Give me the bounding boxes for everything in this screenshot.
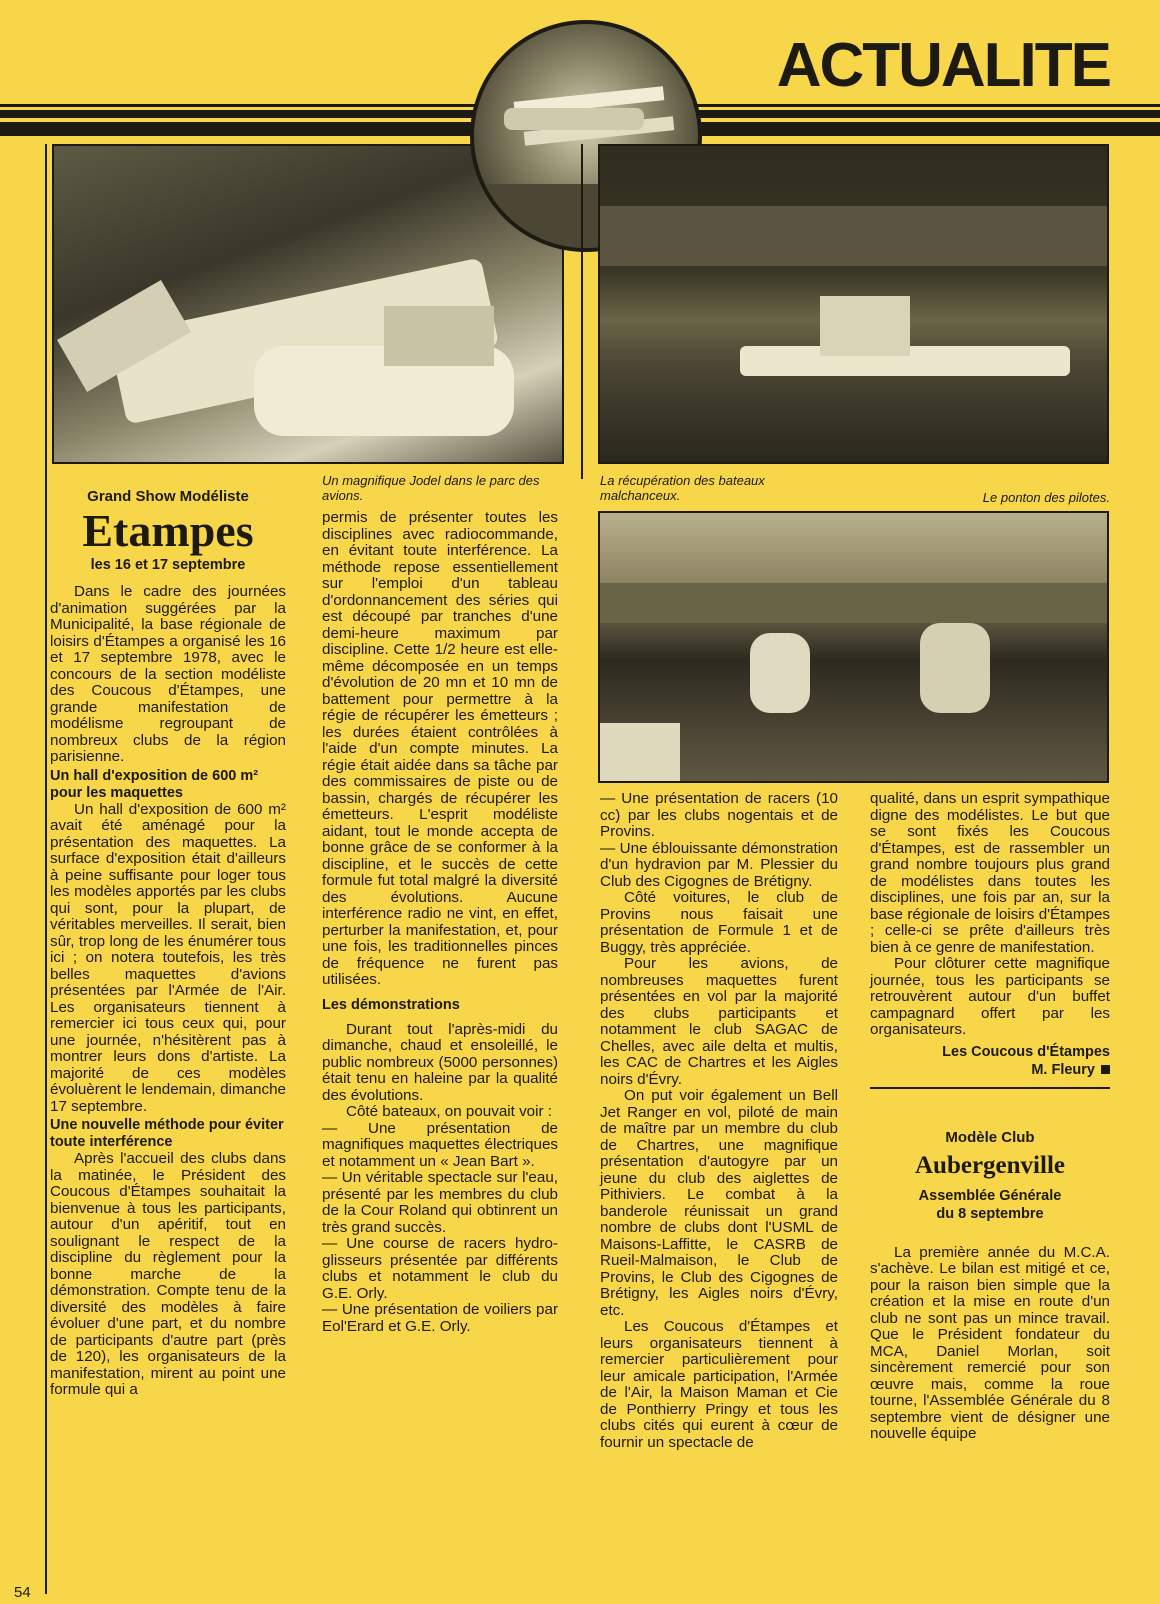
paragraph: On put voir également un Bell Jet Ranger en vol, piloté de main de maître par un membre du club de Chartres, une magnifique présentation d'autogyre par un jeune du club des aiglettes de Pithiviers. Le combat à la banderole réunissait un grand nombre de clubs dont l'USML de Maisons-Laffitte, le CASRB de Rueil-Malmaison, le Club de Provins, le Club des Cigognes de Brétigny, les Aigles noirs d'Évry, etc. (600, 1087, 838, 1319)
article-etampes-col-2 (322, 510, 558, 1335)
section-heading: Les démonstrations (322, 996, 460, 1013)
article-title: Etampes (82, 505, 254, 556)
article-subtitle: Assemblée Générale (918, 1187, 1062, 1204)
caption-photo-1: Un magnifique Jodel dans le parc des avions. (322, 473, 540, 503)
end-of-article-mark (1101, 1065, 1110, 1074)
caption-photo-2: La récupération des bateaux malchanceux. (600, 473, 765, 503)
article-title: Aubergenville (915, 1151, 1065, 1179)
column-rule-left (45, 144, 47, 1594)
photo-pilot-pontoon (598, 511, 1109, 783)
list-item: — Une présentation de racers (10 cc) par les clubs nogentais et de Provins. (600, 790, 838, 840)
paragraph: Pour clôturer cette magnifique journée, tous les participants se retrouvèrent autour d'un buffet campagnard offert par les organisateurs. (870, 955, 1110, 1038)
signature-author: M. Fleury (1031, 1061, 1095, 1078)
list-item: — Une présentation de magnifiques maquettes électriques et notamment un « Jean Bart ». (322, 1119, 558, 1170)
article-kicker: Modèle Club (945, 1128, 1035, 1146)
section-title: ACTUALITE (776, 31, 1110, 100)
list-item: — Une course de racers hydro-glisseurs présentée par différents clubs et notamment le club du G.E. Orly. (322, 1235, 558, 1302)
signature-author-line (870, 1061, 1110, 1079)
signature-club: Les Coucous d'Étampes (942, 1043, 1110, 1060)
article-etampes-col-4 (870, 791, 1110, 1443)
section-heading: Un hall d'exposition de 600 m² pour les maquettes (50, 767, 259, 801)
page-number: 54 (14, 1584, 31, 1601)
list-item: — Une présentation de voiliers par Eol'Erard et G.E. Orly. (322, 1301, 558, 1335)
paragraph: Dans le cadre des journées d'animation suggérées par la Municipalité, la base régionale de loisirs d'Étampes a organisé les 16 et 17 septembre 1978, avec le concours de la section modéliste des Coucous d'Étampes, une grande manifestation de modélisme regroupant de nombreux clubs de la région parisienne. (50, 583, 286, 765)
column-rule-middle (581, 144, 583, 479)
article-separator (870, 1087, 1110, 1089)
paragraph: Côté voitures, le club de Provins nous faisait une présentation de Formule 1 et de Buggy, très appréciée. (600, 889, 838, 956)
list-item: — Un véritable spectacle sur l'eau, présenté par les membres du club de la Cour Roland qui obtinrent un très grand succès. (322, 1169, 558, 1236)
paragraph: La première année du M.C.A. s'achève. Le bilan est mitigé et ce, pour la raison bien simple que la création et la mise en route d'un club ne sont pas un mince travail. Que le Président fondateur du MCA, Daniel Morlan, soit sincèrement remercié pour son œuvre mais, comme la roue tourne, l'Assemblée Générale du 8 septembre vient de désigner une nouvelle équipe (870, 1243, 1110, 1442)
paragraph: Pour les avions, de nombreuses maquettes furent présentées en vol par la majorité des clubs participants et notamment le club SAGAC de Chelles, avec aile delta et multis, les CAC de Chartres et les Aigles noirs d'Évry. (600, 955, 838, 1088)
article-kicker: Grand Show Modéliste (87, 488, 249, 505)
article-etampes-col-1 (50, 488, 286, 1399)
paragraph: Un hall d'exposition de 600 m² avait été aménagé pour la présentation des maquettes. La surface d'exposition était d'ailleurs à peine suffisante pour loger tous les modèles apportés par les clubs qui sont, pour la plupart, de véritables merveilles. Il serait, bien sûr, trop long de les énumérer tous ici ; on notera toutefois, les très belles maquettes d'avions présentées par l'Armée de l'Air. Les organisateurs tiennent à remercier ici tous ceux qui, pour une journée, n'hésitèrent pas à montrer leurs dons d'artiste. La majorité de ces modèles évoluèrent le lendemain, dimanche 17 septembre. (50, 800, 286, 1115)
section-heading: Une nouvelle méthode pour éviter toute interférence (50, 1117, 284, 1150)
paragraph: permis de présenter toutes les disciplines avec radiocommande, en évitant toute interférence. La méthode repose essentiellement sur l'emploi d'un tableau d'ordonnancement des séries qui est découpé par tranches d'une demi-heure maximum par discipline. Cette 1/2 heure est elle-même décomposée en un temps d'évolution de 20 mn et 10 mn de battement pour permettre à la régie de récupérer les émetteurs ; les durées étaient contrôlées à l'aide d'un compte minutes. La régie était aidée dans sa tâche par des commissaires de piste ou de bassin, chargés de récupérer les émetteurs. L'esprit modéliste aidant, tout le monde accepta de bonne grâce de se conformer à la discipline, et le succès de cette formule fut total malgré la diversité des évolutions. Aucune interférence radio ne vint, en effet, perturber la manifestation, et, pour une fois, les traditionnelles pinces de fréquence ne furent pas utilisées. (322, 509, 558, 988)
photo-boat-recovery (598, 144, 1109, 464)
list-item: — Une éblouissante démonstration d'un hydravion par M. Plessier du Club des Cigognes de Brétigny. (600, 839, 838, 890)
paragraph: Les Coucous d'Étampes et leurs organisateurs tiennent à remercier particulièrement pour leur amicale participation, l'Armée de l'Air, la Maison Maman et Cie de Ponthierry Pringy et tous les clubs cités qui eurent à cœur de fournir un spectacle de (600, 1318, 838, 1451)
paragraph: Côté bateaux, on pouvait voir : (346, 1103, 553, 1120)
article-subtitle: les 16 et 17 septembre (90, 557, 246, 573)
article-etampes-col-3 (600, 791, 838, 1451)
paragraph: Durant tout l'après-midi du dimanche, chaud et ensoleillé, le public nombreux (5000 personnes) était tenu en haleine par la qualité des évolutions. (322, 1020, 558, 1104)
paragraph: Après l'accueil des clubs dans la matinée, le Président des Coucous d'Étampes souhaitait la bienvenue à tous les participants, autour d'un apéritif, tout en soulignant le respect de la discipline du règlement pour la bonne marche de la démonstration. Compte tenu de la diversité des modèles à faire évoluer d'une part, et du nombre de participants d'autre part (près de 120), les organisateurs de la manifestation, mirent au point une formule qui a (50, 1150, 286, 1398)
paragraph: qualité, dans un esprit sympathique digne des modélistes. Le but que se sont fixés les Coucous d'Étampes, est de rassembler un grand nombre toujours plus grand de modélistes dans toutes les disciplines, une fois par an, sur la base régionale de loisirs d'Étampes ; celle-ci se prête d'ailleurs très bien à ce genre de manifestation. (870, 790, 1110, 956)
caption-photo-3: Le ponton des pilotes. (982, 490, 1110, 505)
article-subtitle: du 8 septembre (936, 1205, 1044, 1222)
